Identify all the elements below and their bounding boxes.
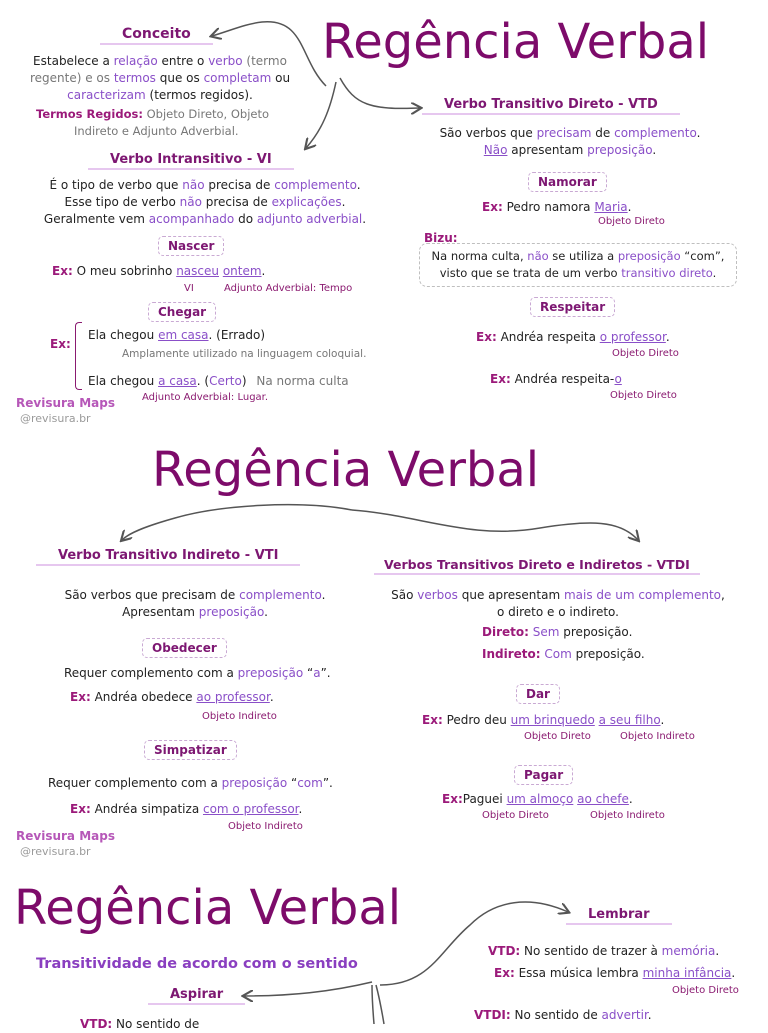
transitividade-subtitle: Transitividade de acordo com o sentido — [36, 956, 358, 972]
simpatizar-tag: Simpatizar — [144, 740, 237, 760]
respeitar-tag: Respeitar — [530, 297, 615, 317]
page-title: Regência Verbal — [322, 14, 710, 70]
vtd-example-1: Ex: Pedro namora Maria. — [482, 200, 632, 214]
bizu-label: Bizu: — [424, 231, 458, 245]
vtd-ex2-objeto: Objeto Direto — [612, 348, 679, 359]
vti-text: São verbos que precisam de complemento. Apresentam preposição. — [64, 588, 326, 619]
vtd-ex1-objeto: Objeto Direto — [598, 216, 665, 227]
vtd-text: São verbos que precisam de complemento. Não apresentam preposição. — [439, 126, 701, 157]
pagar-tag: Pagar — [514, 765, 573, 785]
vi-heading: Verbo Intransitivo - VI — [88, 152, 294, 170]
vtd-heading: Verbo Transitivo Direto - VTD — [422, 97, 680, 115]
chegar-example-right: Ela chegou a casa. (Certo) Na norma culta — [88, 374, 349, 388]
termos-regidos: Termos Regidos: Objeto Direto, Objeto Indireto e Adjunto Adverbial. — [36, 107, 270, 138]
adjunto-tempo-label: Adjunto Adverbial: Tempo — [224, 283, 353, 294]
obedecer-tag: Obedecer — [142, 638, 227, 658]
vtdi-ex2-oi: Objeto Indireto — [590, 810, 665, 821]
vtdi-heading: Verbos Transitivos Direto e Indiretos - VTDI — [374, 557, 700, 575]
dar-tag: Dar — [516, 684, 560, 704]
adjunto-lugar-label: Adjunto Adverbial: Lugar. — [142, 392, 269, 403]
lembrar-objeto: Objeto Direto — [672, 985, 739, 996]
vi-example-1: Ex: O meu sobrinho nasceu ontem. — [52, 264, 266, 278]
vtdi-indireto: Indireto: Com preposição. — [482, 647, 645, 661]
vtdi-ex1-oi: Objeto Indireto — [620, 731, 695, 742]
vtd-ex3-objeto: Objeto Direto — [610, 390, 677, 401]
vti-ex1-objeto: Objeto Indireto — [202, 711, 277, 722]
aspirar-heading: Aspirar — [148, 987, 245, 1005]
chegar-example-wrong: Ela chegou em casa. (Errado) — [88, 328, 266, 342]
nascer-tag: Nascer — [158, 236, 224, 256]
coloquial-note: Amplamente utilizado na linguagem coloquial. — [122, 348, 367, 360]
lembrar-vtdi: VTDI: No sentido de advertir. — [474, 1008, 652, 1022]
vi-label: VI — [184, 283, 194, 294]
chegar-ex-label: Ex: — [50, 337, 71, 351]
vtdi-example-1: Ex: Pedro deu um brinquedo a seu filho. — [422, 713, 665, 727]
vtdi-example-2: Ex:Paguei um almoço ao chefe. — [442, 792, 633, 806]
lembrar-example: Ex: Essa música lembra minha infância. — [494, 966, 736, 980]
brand-name-2: Revisura Maps — [16, 829, 115, 843]
namorar-tag: Namorar — [528, 172, 607, 192]
brand-handle: @revisura.br — [20, 412, 91, 425]
aspirar-vtd: VTD: No sentido de — [80, 1017, 200, 1031]
vtdi-text: São verbos que apresentam mais de um complemento, o direto e o indireto. — [391, 588, 725, 619]
page-title-2: Regência Verbal — [152, 442, 540, 498]
obedecer-requirement: Requer complemento com a preposição “a”. — [64, 666, 331, 680]
simpatizar-requirement: Requer complemento com a preposição “com”. — [48, 776, 333, 790]
conceito-heading: Conceito — [100, 26, 213, 45]
page-title-3: Regência Verbal — [14, 880, 402, 936]
vti-example-2: Ex: Andréa simpatiza com o professor. — [70, 802, 303, 816]
vtd-example-2: Ex: Andréa respeita o professor. — [476, 330, 670, 344]
brand-handle-2: @revisura.br — [20, 845, 91, 858]
vi-text: É o tipo de verbo que não precisa de complemento. Esse tipo de verbo não precisa de explicações. Geralmente vem acompanhado do adjunto adverbial. — [43, 178, 367, 226]
vti-ex2-objeto: Objeto Indireto — [228, 821, 303, 832]
brand-name: Revisura Maps — [16, 396, 115, 410]
vtdi-ex1-od: Objeto Direto — [524, 731, 591, 742]
bizu-box: Na norma culta, não se utiliza a preposição “com”, visto que se trata de um verbo transitivo direto. — [419, 243, 737, 287]
chegar-tag: Chegar — [148, 302, 216, 322]
vtd-example-3: Ex: Andréa respeita-o — [490, 372, 622, 386]
vtdi-direto: Direto: Sem preposição. — [482, 625, 633, 639]
lembrar-vtd: VTD: No sentido de trazer à memória. — [488, 944, 720, 958]
vtdi-ex2-od: Objeto Direto — [482, 810, 549, 821]
lembrar-heading: Lembrar — [566, 907, 672, 925]
conceito-text: Estabelece a relação entre o verbo (termo regente) e os termos que os completam ou caracterizam (termos regidos). — [29, 54, 291, 102]
vti-example-1: Ex: Andréa obedece ao professor. — [70, 690, 274, 704]
vti-heading: Verbo Transitivo Indireto - VTI — [36, 548, 300, 566]
